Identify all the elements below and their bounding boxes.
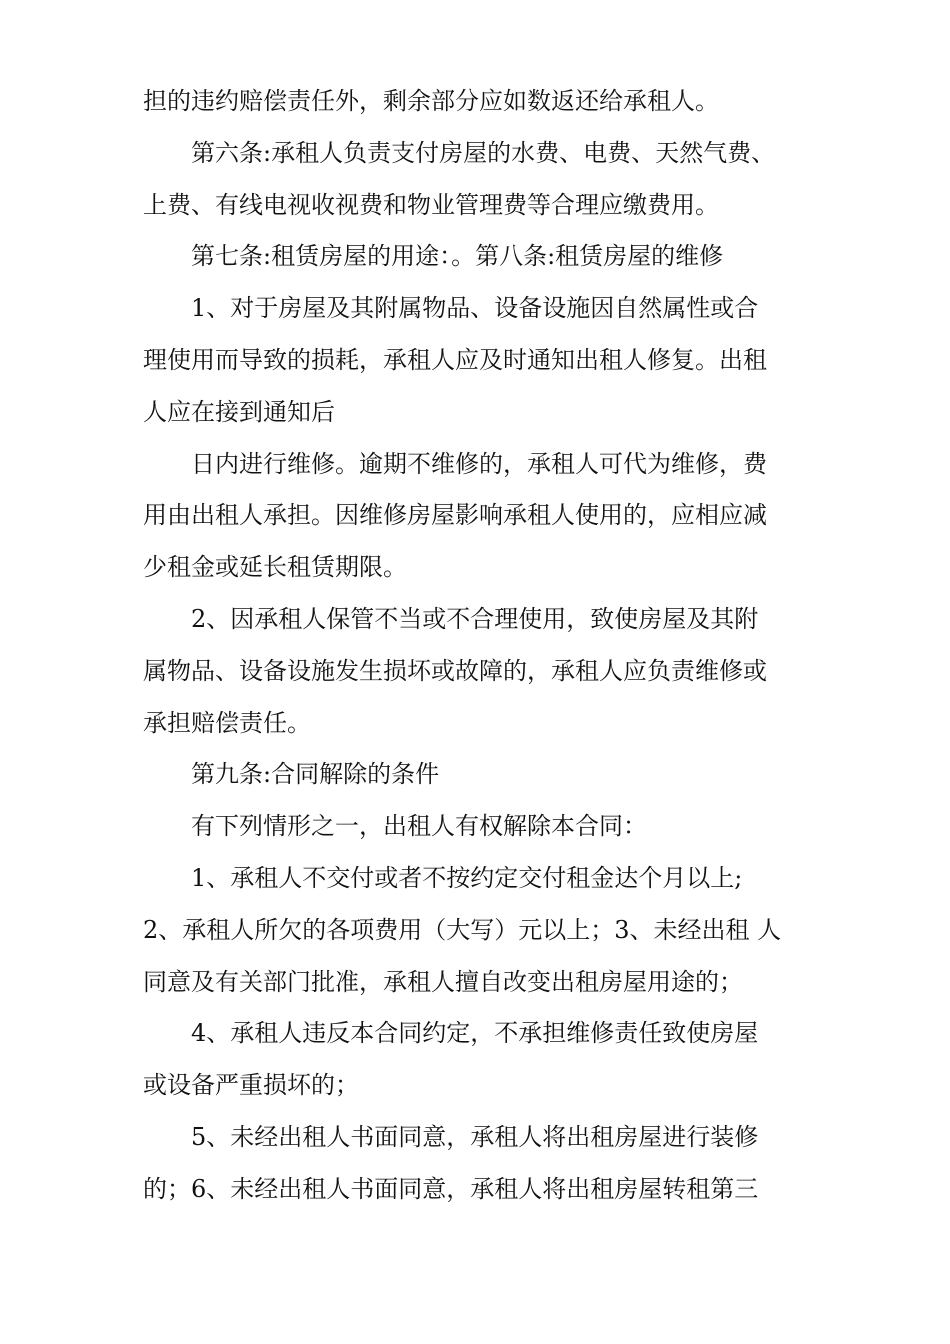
text-line-11: 2、因承租人保管不当或不合理使用，致使房屋及其附 (191, 604, 759, 633)
text-line-5: 1、对于房屋及其附属物品、设备设施因自然属性或合 (191, 294, 759, 323)
text-line-18: 同意及有关部门批准，承租人擅自改变出租房屋用途的； (143, 967, 743, 996)
text-line-15: 有下列情形之一，出租人有权解除本合同： (191, 812, 647, 841)
text-line-3: 上费、有线电视收视费和物业管理费等合理应缴费用。 (143, 190, 719, 219)
text-line-10: 少租金或延长租赁期限。 (143, 553, 407, 582)
text-line-8: 日内进行维修。逾期不维修的，承租人可代为维修，费 (191, 449, 767, 478)
text-line-2: 第六条:承租人负责支付房屋的水费、电费、天然气费、 (191, 138, 776, 167)
text-line-1: 担的违约赔偿责任外，剩余部分应如数返还给承租人。 (143, 87, 719, 115)
text-line-12: 属物品、设备设施发生损坏或故障的，承租人应负责维修或 (143, 656, 767, 685)
text-line-13: 承担赔偿责任。 (143, 708, 311, 737)
text-line-20: 或设备严重损坏的； (143, 1071, 359, 1100)
text-line-22: 的；6、未经出租人书面同意，承租人将出租房屋转租第三 (143, 1174, 759, 1203)
text-line-9: 用由出租人承担。因维修房屋影响承租人使用的，应相应减 (143, 501, 767, 530)
document-body (143, 76, 823, 1216)
text-line-7: 人应在接到通知后 (143, 397, 335, 426)
text-line-16: 1、承租人不交付或者不按约定交付租金达个月以上; (191, 863, 743, 892)
text-line-14: 第九条:合同解除的条件 (191, 760, 440, 789)
text-line-6: 理使用而导致的损耗，承租人应及时通知出租人修复。出租 (143, 345, 767, 374)
text-line-17: 2、承租人所欠的各项费用（大写）元以上；3、未经出租 人 (143, 915, 782, 944)
text-line-19: 4、承租人违反本合同约定，不承担维修责任致使房屋 (191, 1019, 759, 1048)
text-line-21: 5、未经出租人书面同意，承租人将出租房屋进行装修 (191, 1122, 759, 1151)
text-line-4: 第七条:租赁房屋的用途：。第八条:租赁房屋的维修 (191, 242, 724, 271)
